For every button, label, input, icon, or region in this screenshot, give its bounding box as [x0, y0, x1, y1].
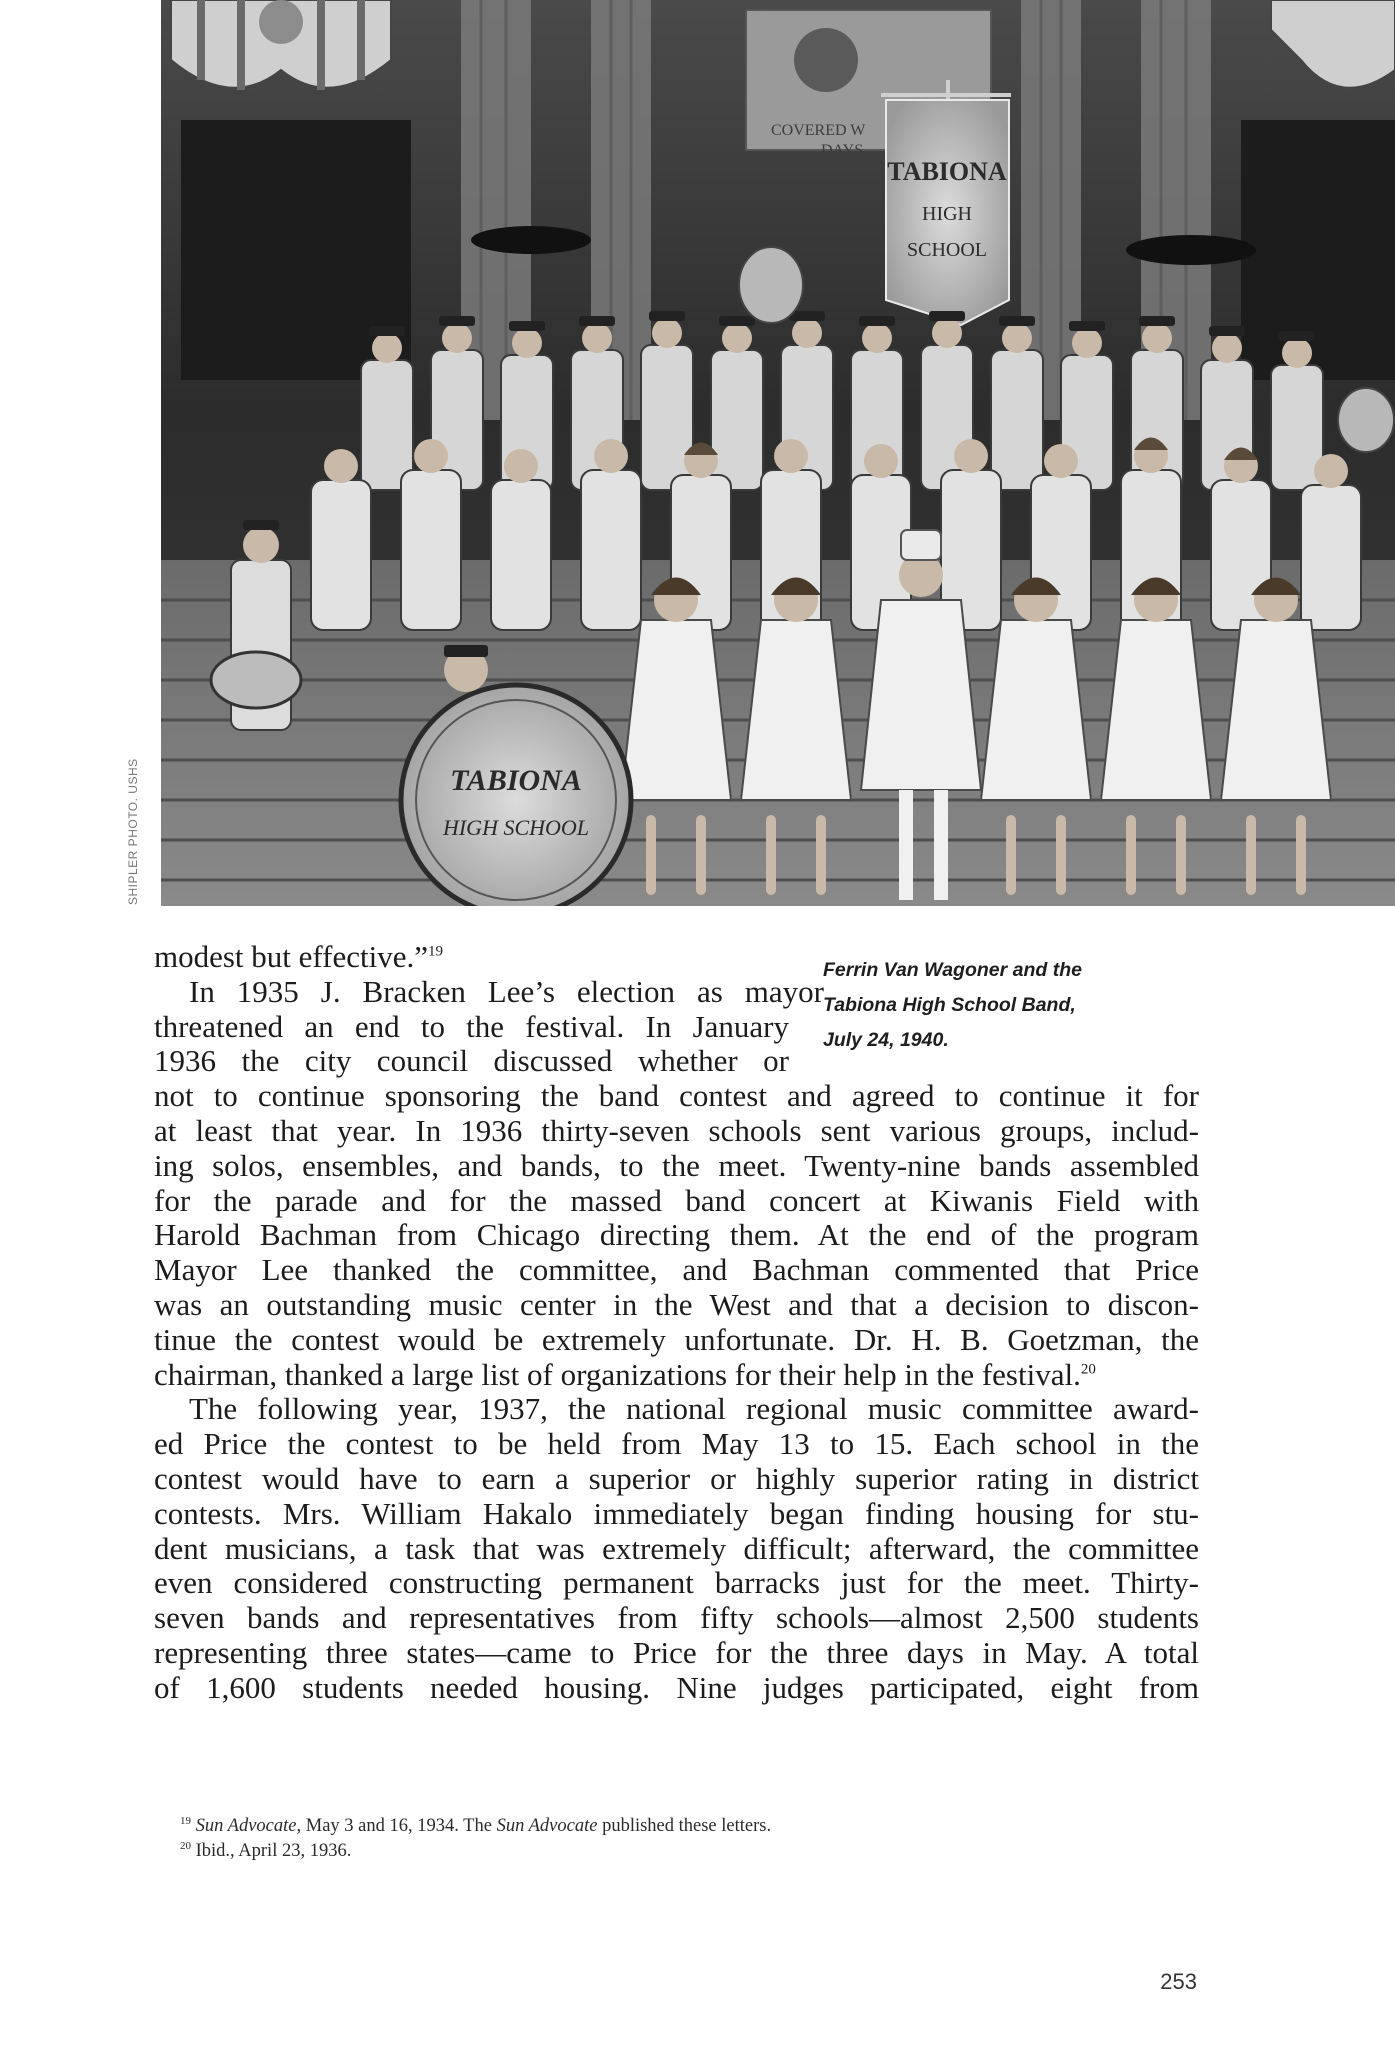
text-line: In 1935 J. Bracken Lee’s election as mayor: [189, 973, 824, 1009]
footnote-ref-19: 19: [428, 943, 444, 960]
text-line: ing solos, ensembles, and bands, to the meet. Twenty-nine bands assembled: [154, 1147, 1199, 1183]
text-line: [154, 940, 789, 975]
text-span: modest but effective.”: [154, 939, 429, 974]
text-line: tinue the contest would be extremely unfortunate. Dr. H. B. Goetzman, the: [154, 1321, 1199, 1357]
text-line: threatened an end to the festival. In January: [154, 1008, 789, 1044]
school-banner-text: SCHOOL: [906, 239, 988, 261]
text-line: contest would have to earn a superior or highly superior rating in district: [154, 1460, 1199, 1496]
text-line: at least that year. In 1936 thirty-seven schools sent various groups, includ-: [154, 1112, 1199, 1148]
text-line: of 1,600 students needed housing. Nine judges participated, eight from: [154, 1669, 1199, 1705]
text-line: [154, 1358, 1199, 1393]
photo-credit: SHIPLER PHOTO. USHS: [126, 758, 140, 905]
source-title: Sun Advocate: [195, 1816, 297, 1836]
footnote-19: [180, 1814, 1130, 1839]
school-banner-text: TABIONA: [887, 157, 1007, 186]
text-line: for the parade and for the massed band concert at Kiwanis Field with: [154, 1182, 1199, 1218]
text-line: 1936 the city council discussed whether or: [154, 1043, 789, 1079]
school-banner-text: HIGH: [922, 203, 972, 225]
text-line: even considered constructing permanent barracks just for the meet. Thirty-: [154, 1565, 1199, 1601]
footnote-20: [180, 1839, 1130, 1864]
footnote-ref-20: 20: [1080, 1361, 1096, 1378]
footnote-text: Ibid., April 23, 1936.: [195, 1841, 352, 1861]
source-title: Sun Advocate: [496, 1816, 598, 1836]
bass-drum-text: TABIONA: [450, 764, 582, 797]
text-line: Mayor Lee thanked the committee, and Bachman commented that Price: [154, 1252, 1199, 1288]
text-line: representing three states—came to Price for the three days in May. A total: [154, 1634, 1199, 1670]
text-line: not to continue sponsoring the band contest and agreed to continue it for: [154, 1078, 1199, 1114]
rear-banner-text: DAYS: [821, 142, 864, 159]
text-line: Harold Bachman from Chicago directing them. At the end of the program: [154, 1217, 1199, 1253]
text-line: ed Price the contest to be held from May 13 to 15. Each school in the: [154, 1426, 1199, 1462]
caption-line: Ferrin Van Wagoner and the: [823, 959, 1082, 981]
text-line: dent musicians, a task that was extremely difficult; afterward, the committee: [154, 1530, 1199, 1566]
body-text: [154, 940, 1199, 1706]
page-number: 253: [1160, 1969, 1197, 1994]
footnote-text: published these letters.: [597, 1816, 772, 1836]
footnote-number: 19: [180, 1814, 191, 1827]
footnote-text: , May 3 and 16, 1934. The: [296, 1816, 497, 1836]
band-photograph: [161, 0, 1395, 906]
caption-line: Tabiona High School Band,: [823, 994, 1076, 1016]
text-line: was an outstanding music center in the West and that a decision to discon-: [154, 1286, 1199, 1322]
footnotes: [180, 1814, 1130, 1864]
band-photo-illustration: [161, 0, 1395, 906]
footnote-number: 20: [180, 1839, 191, 1852]
rear-banner-text: COVERED W: [771, 122, 866, 139]
caption-line: July 24, 1940.: [823, 1029, 949, 1051]
text-line: seven bands and representatives from fifty schools—almost 2,500 students: [154, 1600, 1199, 1636]
bass-drum-text: HIGH SCHOOL: [442, 815, 590, 840]
text-span: chairman, thanked a large list of organizations for their help in the festival.: [154, 1356, 1081, 1392]
text-line: The following year, 1937, the national regional music committee award-: [189, 1391, 1199, 1427]
text-line: contests. Mrs. William Hakalo immediately began finding housing for stu-: [154, 1495, 1199, 1531]
